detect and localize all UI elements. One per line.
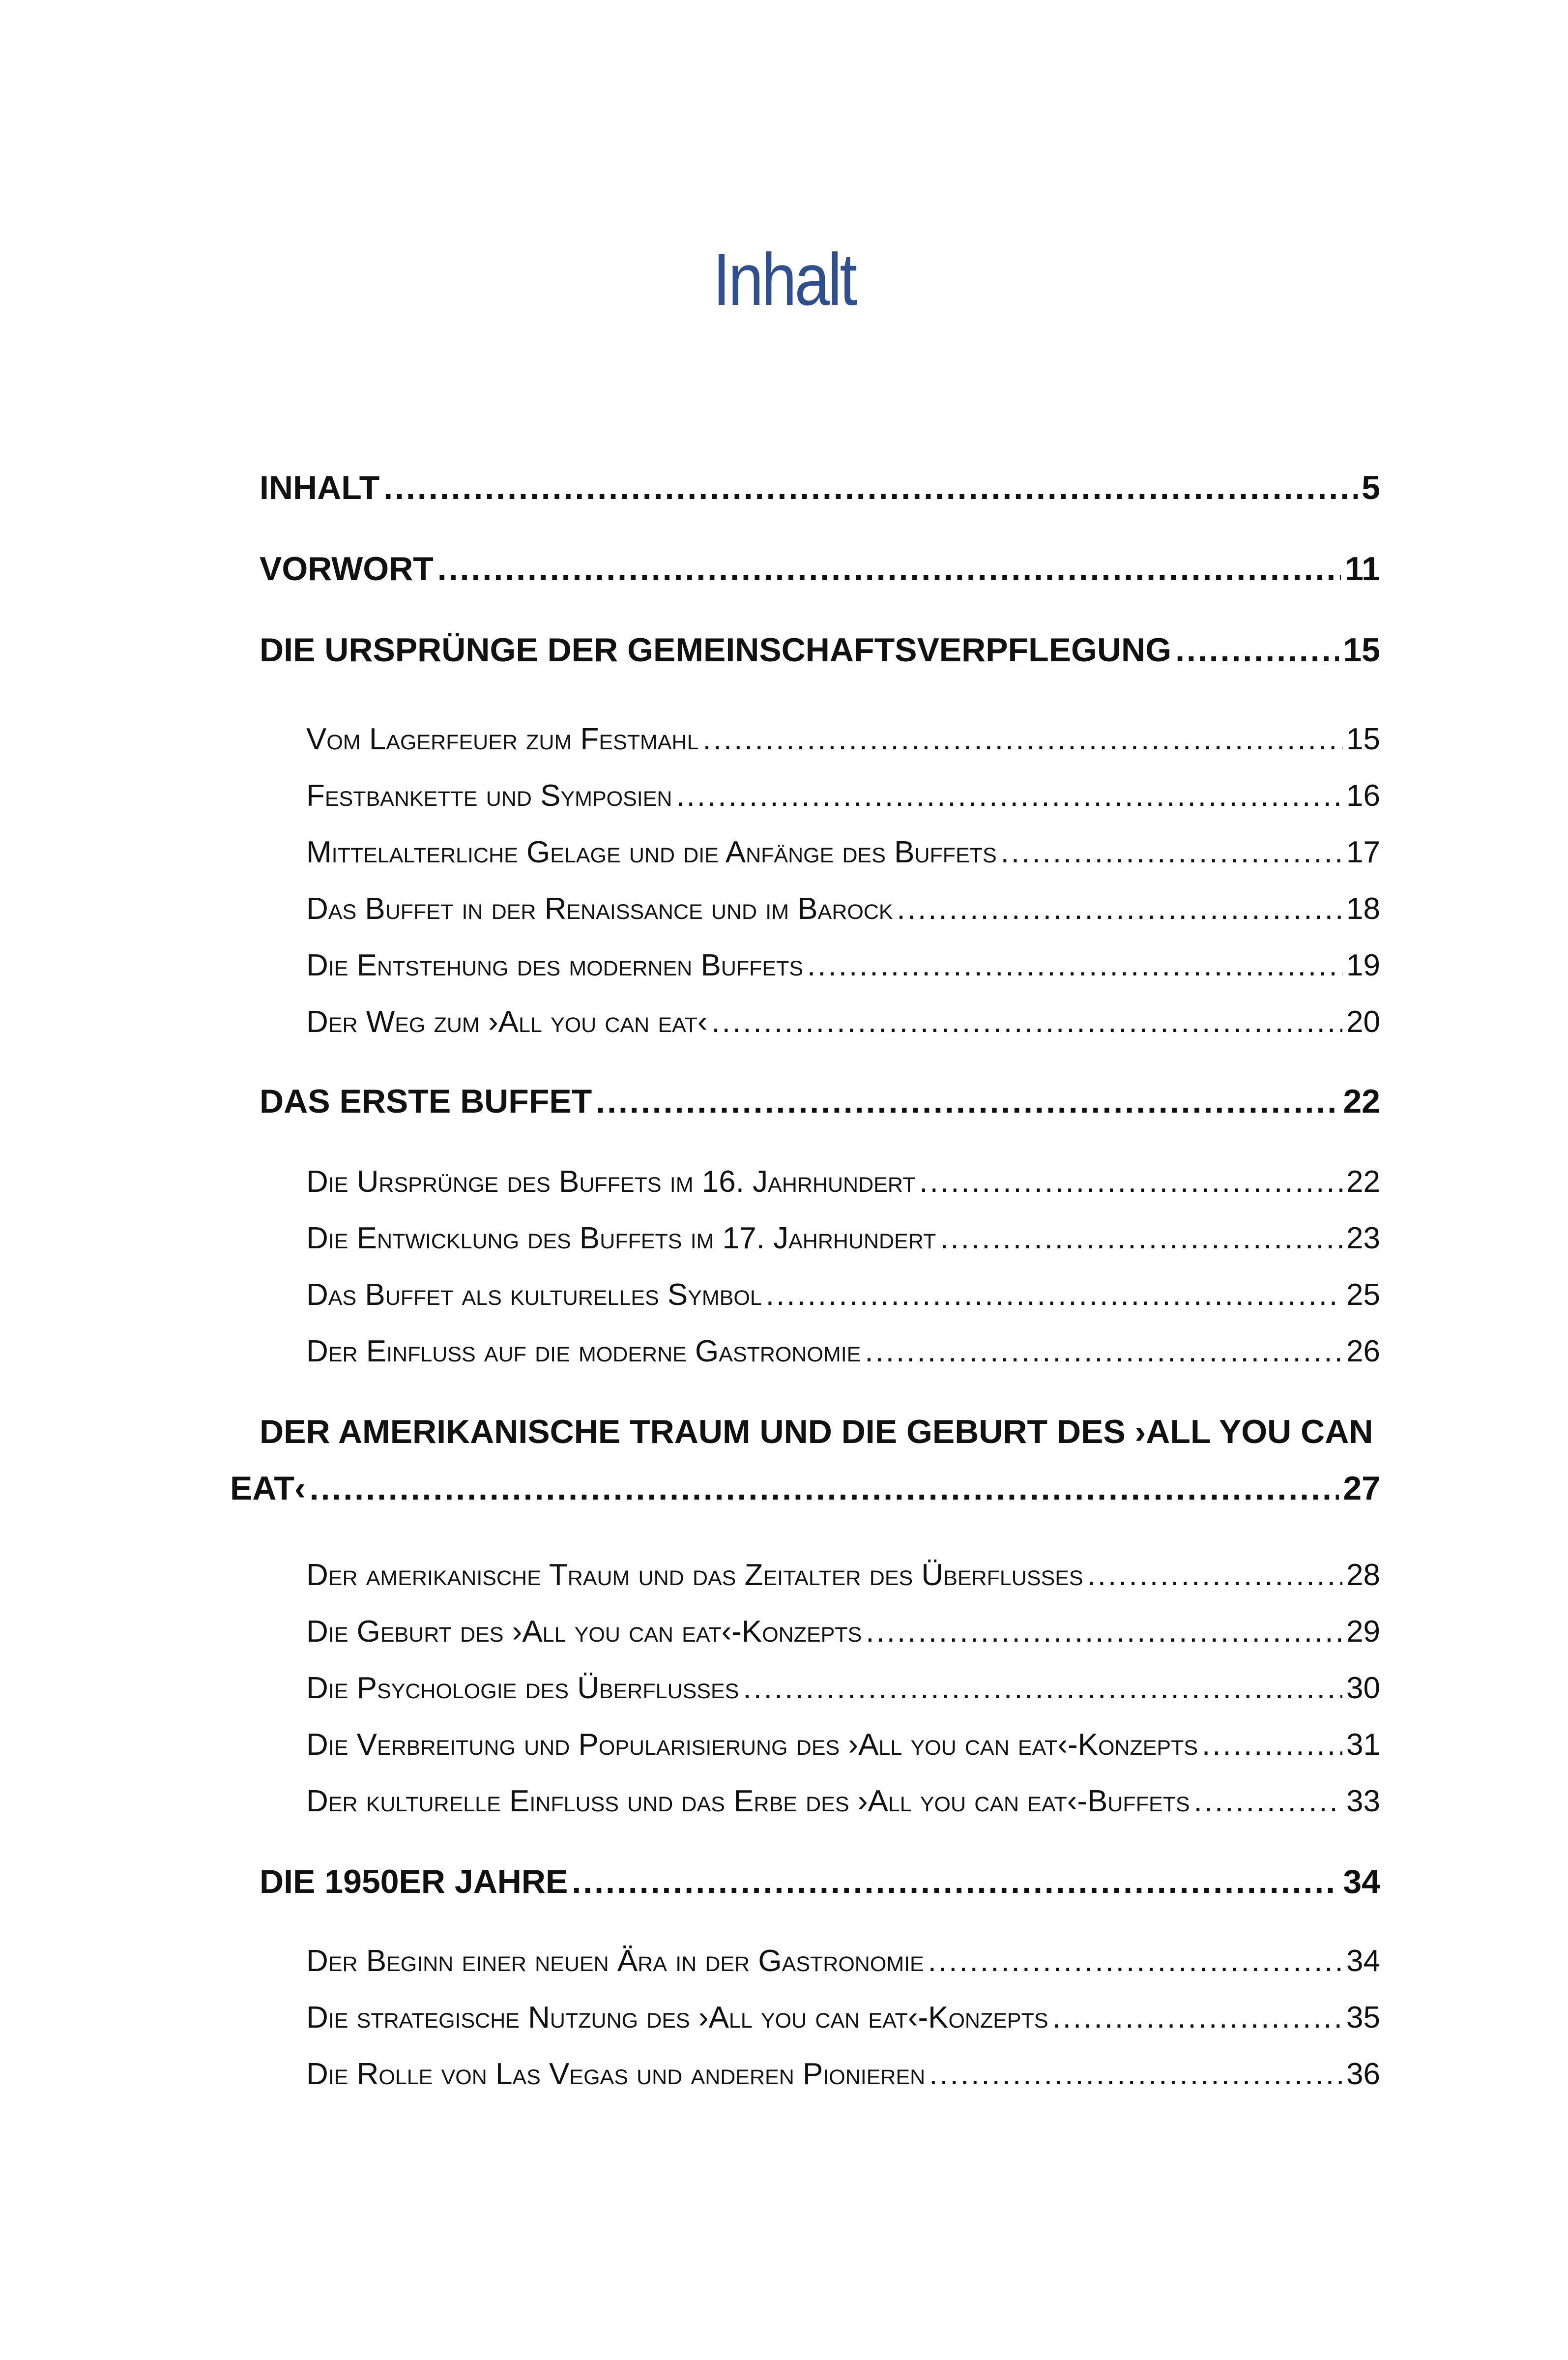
dot-leader xyxy=(1202,1724,1342,1766)
dot-leader xyxy=(1001,832,1342,873)
toc-entry-section[interactable] xyxy=(306,1274,1380,1316)
toc-entry-title: Die Entwicklung des Buffets im 17. Jahrhundert xyxy=(306,1221,936,1255)
toc-page-number: 16 xyxy=(1346,779,1380,813)
dot-leader xyxy=(928,1941,1342,1982)
toc-page-number: 30 xyxy=(1346,1671,1380,1705)
toc-entry-title: Der Einfluss auf die moderne Gastronomie xyxy=(306,1334,861,1368)
toc-page-number: 26 xyxy=(1346,1334,1380,1368)
toc-page-number: 19 xyxy=(1346,948,1380,982)
dot-leader xyxy=(865,1331,1342,1372)
dot-leader xyxy=(712,1002,1343,1043)
toc-entry-chapter[interactable] xyxy=(260,547,1380,591)
toc-entry-section[interactable] xyxy=(306,1555,1380,1596)
toc-page-number: 27 xyxy=(1343,1470,1380,1507)
toc-entry-chapter[interactable] xyxy=(260,1859,1380,1904)
toc-entry-title: Festbankette und Symposien xyxy=(306,779,672,813)
toc-page-number: 33 xyxy=(1346,1784,1380,1818)
toc-entry-section[interactable] xyxy=(306,1161,1380,1203)
toc-entry-title: Die Rolle von Las Vegas und anderen Pionieren xyxy=(306,2057,926,2091)
dot-leader xyxy=(596,1079,1339,1123)
toc-entry-section[interactable] xyxy=(306,1331,1380,1372)
toc-entry-title: DIE 1950ER JAHRE xyxy=(260,1863,568,1900)
dot-leader xyxy=(743,1668,1342,1709)
dot-leader xyxy=(310,1466,1339,1510)
toc-entry-title: VORWORT xyxy=(260,550,434,588)
dot-leader xyxy=(383,466,1358,510)
dot-leader xyxy=(766,1274,1342,1316)
dot-leader xyxy=(929,2054,1342,2095)
toc-entry-section[interactable] xyxy=(306,1218,1380,1259)
dot-leader xyxy=(702,719,1342,760)
toc-entry-section[interactable] xyxy=(306,1724,1380,1766)
toc-entry-section[interactable] xyxy=(306,1781,1380,1822)
toc-entry-section[interactable] xyxy=(306,719,1380,760)
toc-entry-title: Die Geburt des ›All you can eat‹-Konzepts xyxy=(306,1615,862,1649)
dot-leader xyxy=(866,1611,1342,1652)
dot-leader xyxy=(940,1218,1342,1259)
toc-page-number: 22 xyxy=(1343,1083,1380,1120)
toc-entry-chapter[interactable] xyxy=(260,466,1380,510)
toc-page-number: 11 xyxy=(1345,550,1380,588)
toc-entry-section[interactable] xyxy=(306,1611,1380,1652)
page-title: Inhalt xyxy=(713,238,855,321)
toc-entry-section[interactable] xyxy=(306,832,1380,873)
toc-entry-section[interactable] xyxy=(306,2054,1380,2095)
dot-leader xyxy=(1052,1997,1342,2038)
toc-entry-title: Der Beginn einer neuen Ära in der Gastronomie xyxy=(306,1944,924,1978)
toc-page-number: 35 xyxy=(1346,2001,1380,2035)
toc-page-number: 36 xyxy=(1346,2057,1380,2091)
toc-entry-title: INHALT xyxy=(260,469,380,506)
toc-page-number: 17 xyxy=(1346,835,1380,869)
toc-entry-title: DIE URSPRÜNGE DER GEMEINSCHAFTSVERPFLEGUNG xyxy=(260,631,1172,669)
dot-leader xyxy=(897,888,1342,930)
toc-entry-section[interactable] xyxy=(306,888,1380,930)
toc-entry-title: Die Psychologie des Überflusses xyxy=(306,1671,739,1705)
toc-entry-chapter[interactable] xyxy=(260,1079,1380,1123)
toc-page-number: 18 xyxy=(1346,892,1380,926)
toc-entry-section[interactable] xyxy=(306,1668,1380,1709)
toc-entry-title: EAT‹ xyxy=(230,1470,306,1507)
toc-entry-title: Vom Lagerfeuer zum Festmahl xyxy=(306,722,699,756)
dot-leader xyxy=(676,775,1342,817)
toc-entry-title: Die Entstehung des modernen Buffets xyxy=(306,948,804,982)
toc-entry-title: Die strategische Nutzung des ›All you can eat‹-Konzepts xyxy=(306,2001,1048,2035)
dot-leader xyxy=(1175,628,1339,672)
dot-leader xyxy=(572,1859,1339,1904)
toc-entry-section[interactable] xyxy=(306,1941,1380,1982)
dot-leader xyxy=(1087,1555,1342,1596)
toc-page-number: 23 xyxy=(1346,1221,1380,1255)
toc-page-number: 22 xyxy=(1346,1165,1380,1199)
toc-page-number: 15 xyxy=(1346,722,1380,756)
toc-page-number: 34 xyxy=(1346,1944,1380,1978)
toc-entry-section[interactable] xyxy=(306,1997,1380,2038)
dot-leader xyxy=(919,1161,1342,1203)
toc-page-number: 5 xyxy=(1362,469,1380,506)
toc-entry-title: Das Buffet in der Renaissance und im Barock xyxy=(306,892,893,926)
toc-entry-chapter-line2[interactable] xyxy=(230,1466,1380,1510)
toc-entry-chapter[interactable] xyxy=(260,628,1380,672)
dot-leader xyxy=(807,945,1342,986)
toc-entry-title: Das Buffet als kulturelles Symbol xyxy=(306,1278,762,1312)
toc-entry-chapter-line1[interactable] xyxy=(260,1410,1380,1454)
toc-entry-title: Mittelalterliche Gelage und die Anfänge des Buffets xyxy=(306,835,997,869)
dot-leader xyxy=(437,547,1341,591)
toc-page-number: 28 xyxy=(1346,1558,1380,1592)
toc-entry-title: Der amerikanische Traum und das Zeitalter des Überflusses xyxy=(306,1558,1083,1592)
toc-entry-title: Die Ursprünge des Buffets im 16. Jahrhundert xyxy=(306,1165,916,1199)
toc-page-number: 29 xyxy=(1346,1615,1380,1649)
dot-leader xyxy=(1194,1781,1342,1822)
toc-page-number: 15 xyxy=(1343,631,1380,669)
toc-entry-section[interactable] xyxy=(306,775,1380,817)
toc-entry-title: DAS ERSTE BUFFET xyxy=(260,1083,592,1120)
toc-entry-title: DER AMERIKANISCHE TRAUM UND DIE GEBURT DES ›ALL YOU CAN xyxy=(260,1413,1373,1450)
toc-entry-title: Der Weg zum ›All you can eat‹ xyxy=(306,1005,708,1039)
toc-page-number: 34 xyxy=(1343,1863,1380,1900)
toc-entry-title: Der kulturelle Einfluss und das Erbe des ›All you can eat‹-Buffets xyxy=(306,1784,1190,1818)
toc-page-number: 31 xyxy=(1346,1728,1380,1762)
toc-page-number: 25 xyxy=(1346,1278,1380,1312)
toc-entry-section[interactable] xyxy=(306,1002,1380,1043)
toc-entry-title: Die Verbreitung und Popularisierung des ›All you can eat‹-Konzepts xyxy=(306,1728,1198,1762)
toc-page-number: 20 xyxy=(1346,1005,1380,1039)
toc-entry-section[interactable] xyxy=(306,945,1380,986)
